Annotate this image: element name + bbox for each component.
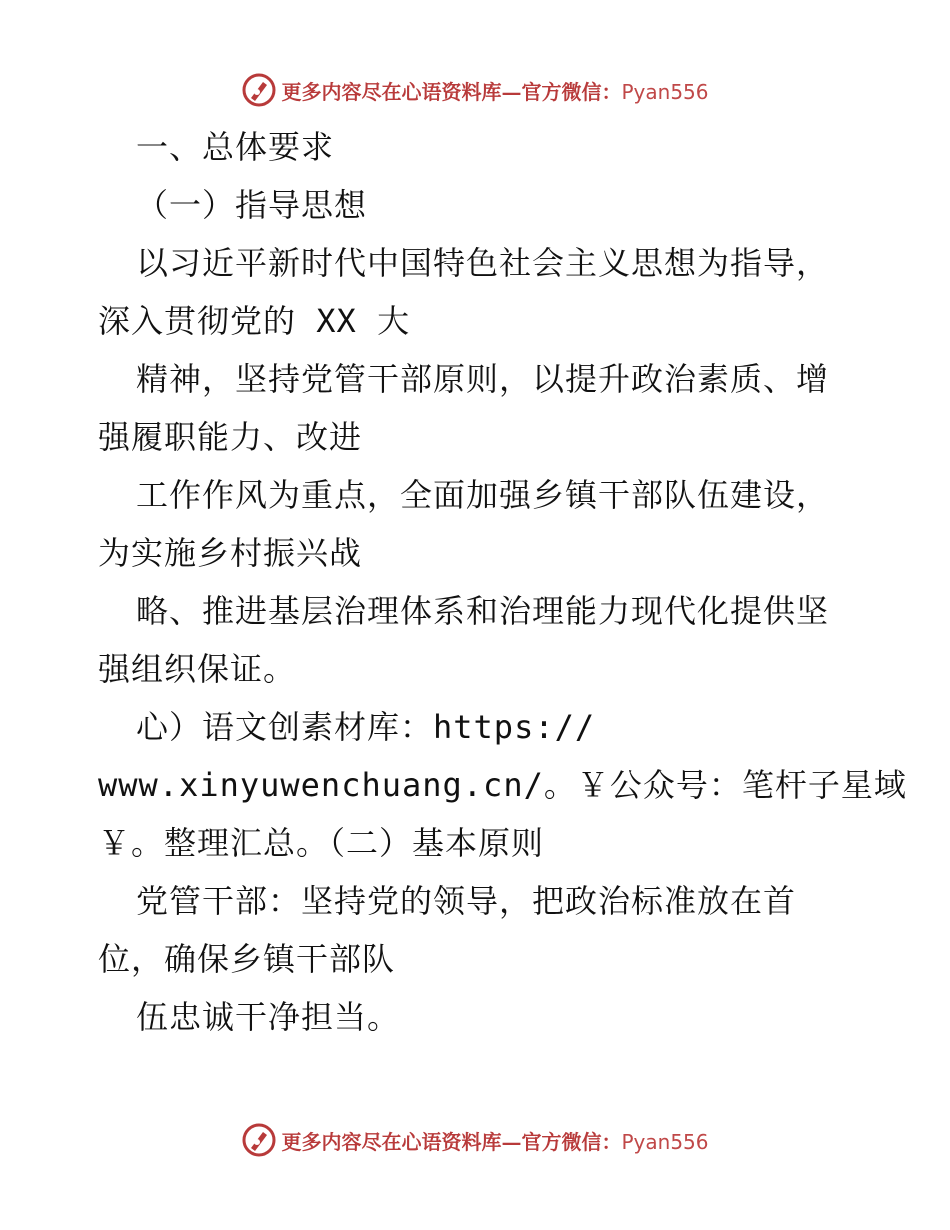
text-line: 伍忠诚干净担当。: [136, 998, 401, 1036]
text-line: 一、总体要求: [136, 128, 335, 166]
header-banner: [0, 70, 950, 110]
banner-text: [281, 1126, 708, 1155]
banner-handle: Pyan556: [621, 1129, 709, 1154]
text-line: 深入贯彻党的 XX 大: [98, 302, 411, 340]
banner-label: 更多内容尽在心语资料库—官方微信：: [281, 1129, 622, 1154]
text-line: 强履职能力、改进: [98, 418, 363, 456]
text-line: 强组织保证。: [98, 650, 297, 688]
banner-text: [281, 76, 708, 105]
text-line: ￥。整理汇总。（二）基本原则: [98, 824, 545, 862]
banner-handle: Pyan556: [621, 79, 709, 104]
footer-banner: [0, 1120, 950, 1160]
text-line: 工作作风为重点，全面加强乡镇干部队伍建设，: [136, 476, 830, 514]
text-line: www.xinyuwenchuang.cn/。￥公众号：笔杆子星域: [98, 766, 907, 804]
banner-label: 更多内容尽在心语资料库—官方微信：: [281, 79, 622, 104]
text-line: 为实施乡村振兴战: [98, 534, 363, 572]
pen-logo-icon: [241, 1122, 277, 1158]
text-line: 以习近平新时代中国特色社会主义思想为指导，: [136, 244, 830, 282]
text-line: 位，确保乡镇干部队: [98, 940, 396, 978]
pen-logo-icon: [241, 72, 277, 108]
text-line: （一）指导思想: [136, 186, 368, 224]
document-body: [98, 118, 907, 1046]
text-line: 党管干部：坚持党的领导，把政治标准放在首: [136, 882, 797, 920]
text-line: 精神，坚持党管干部原则，以提升政治素质、增: [136, 360, 830, 398]
text-line: 略、推进基层治理体系和治理能力现代化提供坚: [136, 592, 830, 630]
text-line: 心）语文创素材库：https://: [136, 708, 596, 746]
